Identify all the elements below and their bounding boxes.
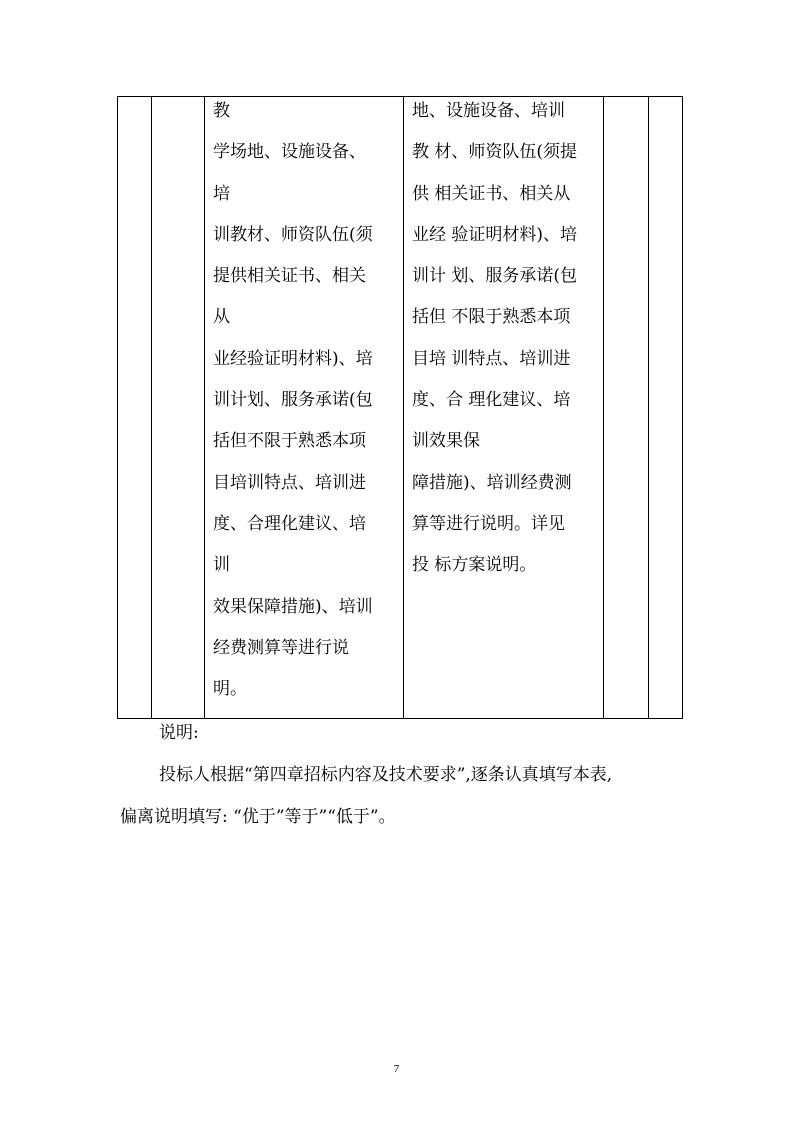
text-line: 括但 不限于熟悉本项 — [412, 307, 571, 328]
text-line: 训计 划、服务承诺(包 — [412, 266, 578, 287]
requirement-text — [205, 97, 403, 716]
text-line: 提供相关证书、相关 — [213, 266, 366, 287]
text-line: 训 — [213, 555, 230, 576]
notes-instruction: 投标人根据“第四章招标内容及技术要求”,逐条认真填写本表, — [159, 765, 613, 785]
notes-instruction-continued: 偏离说明填写: “优于”等于”“低于”。 — [120, 807, 396, 827]
page-number: 7 — [393, 1063, 400, 1075]
table-row — [118, 97, 683, 719]
text-line: 业经验证明材料)、培 — [213, 348, 373, 369]
text-line: 训计划、服务承诺(包 — [213, 390, 373, 411]
table-cell-requirement — [205, 97, 404, 719]
text-line: 培 — [213, 183, 230, 204]
text-line: 业经 验证明材料)、培 — [412, 224, 578, 245]
requirements-table — [117, 96, 683, 719]
text-line: 明。 — [213, 679, 247, 700]
text-line: 地、设施设备、培训 — [412, 101, 565, 121]
text-line: 学场地、设施设备、 — [213, 142, 366, 163]
text-line: 投 标方案说明。 — [412, 555, 537, 576]
table-cell-deviation — [604, 97, 649, 719]
text-line: 度、合理化建议、培 — [213, 513, 366, 534]
table-cell-remark — [649, 97, 683, 719]
text-line: 训效果保 — [412, 431, 480, 452]
text-line: 目培 训特点、培训进 — [412, 348, 571, 369]
response-text — [404, 97, 603, 593]
text-line: 障措施)、培训经费测 — [412, 472, 572, 493]
text-line: 从 — [213, 307, 230, 328]
text-line: 度、合 理化建议、培 — [412, 390, 571, 411]
notes-label: 说明: — [159, 723, 199, 743]
text-line: 算等进行说明。详见 — [412, 513, 565, 534]
text-line: 训教材、师资队伍(须 — [213, 224, 373, 245]
text-line: 供 相关证书、相关从 — [412, 183, 571, 204]
text-line: 经费测算等进行说 — [213, 637, 349, 658]
text-line: 教 — [213, 101, 230, 121]
text-line: 教 材、师资队伍(须提 — [412, 142, 578, 163]
text-line: 括但不限于熟悉本项 — [213, 431, 366, 452]
text-line: 目培训特点、培训进 — [213, 472, 366, 493]
table-cell-item — [152, 97, 205, 719]
text-line: 效果保障措施)、培训 — [213, 596, 373, 617]
table-cell-index — [118, 97, 152, 719]
table-cell-response — [404, 97, 604, 719]
